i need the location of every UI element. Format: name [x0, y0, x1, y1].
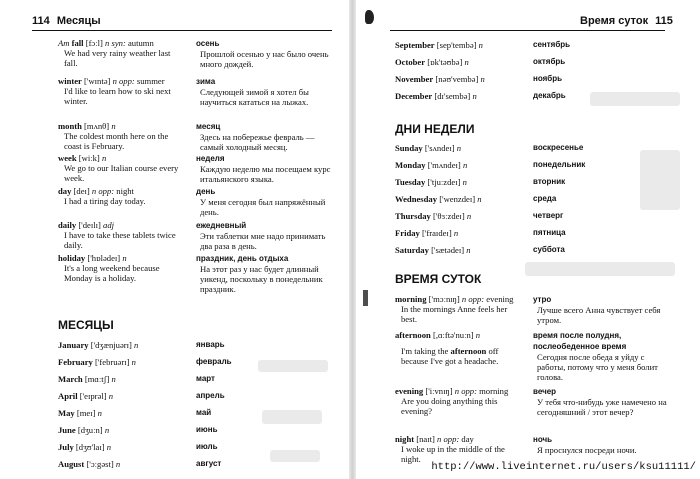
russian-example: Следующей зимой я хотел бы научиться кататься на лыжах. — [200, 87, 309, 107]
scan-smudge — [525, 262, 675, 276]
russian-headword: неделя — [196, 154, 225, 163]
transcription: ['hɒlədeɪ] — [87, 253, 121, 263]
running-head-left: Месяцы — [56, 15, 101, 27]
example-sentence: We had very rainy weather last fall. — [64, 48, 171, 68]
grammar-label: n — [111, 121, 116, 131]
grammar-label: n syn: — [105, 38, 126, 48]
headword: day — [58, 186, 72, 196]
scan-smudge — [258, 360, 328, 372]
example-sentence: I have to take these tablets twice daily. — [64, 230, 176, 250]
russian-headword: день — [196, 187, 216, 196]
russian-headword: зима — [196, 77, 216, 86]
russian-example: На этот раз у нас будет длинный уикенд, поскольку в понедельник праздник. — [200, 264, 323, 294]
scan-smudge — [262, 410, 322, 424]
russian-example: Прошлой осенью у нас было очень много дождей. — [200, 49, 329, 69]
transcription: [mʌnθ] — [84, 121, 110, 131]
russian-example: Каждую неделю мы посещаем курс итальянского языка. — [200, 164, 331, 184]
synonym: autumn — [125, 38, 154, 48]
transcription: ['deɪlɪ] — [78, 220, 101, 230]
watermark-url: http://www.liveinternet.ru/users/ksu11111/ — [431, 461, 696, 473]
right-page-header — [580, 14, 673, 28]
opposite: night — [114, 186, 134, 196]
grammar-label: n opp: — [91, 186, 115, 196]
example-sentence: Are you doing anything this evening? — [401, 396, 498, 416]
example-sentence: I had a tiring day today. — [64, 196, 146, 206]
transcription: ['wɪntə] — [84, 76, 111, 86]
scan-artifact — [365, 10, 374, 24]
russian-example: Эти таблетки мне надо принимать два раза в день. — [200, 231, 326, 251]
entry-night: night [naɪt] n opp: day I woke up in the middle of the night. — [395, 434, 523, 464]
ru-entry-morning: утро Лучше всего Анна чувствует себя утром. — [533, 295, 661, 325]
header-rule-left — [32, 30, 332, 31]
russian-headword: праздник, день отдыха — [196, 254, 289, 263]
transcription: [wiːk] — [78, 153, 100, 163]
left-russian-column — [196, 38, 336, 294]
grammar-label: n — [122, 253, 127, 263]
ru-entry-daily — [196, 220, 336, 251]
example-sentence: I'm taking the afternoon off because I've got a headache. — [401, 346, 499, 366]
transcription: [deɪ] — [73, 186, 90, 196]
page-number-left: 114 — [32, 15, 50, 27]
scan-artifact — [363, 290, 368, 306]
ru-entry-month — [196, 121, 336, 152]
entry-evening: evening ['iːvnɪŋ] n opp: morning Are you doing anything this evening? — [395, 386, 523, 416]
ru-entry-night: ночь Я проснулся посреди ночи. — [533, 435, 637, 455]
ru-entry-fall — [196, 38, 336, 69]
times-russian-column — [533, 294, 673, 466]
transcription: [fɔːl] — [85, 38, 103, 48]
grammar-label: n — [101, 153, 107, 163]
entry-month — [58, 121, 186, 151]
headword: daily — [58, 220, 77, 230]
example-sentence: I'd like to learn how to ski next winter. — [64, 86, 171, 106]
months-list: January ['dʒænjuərɪ] n январь February ['februərɪ] n февраль March [mɑːtʃ] n март April ['eɪprəl] n апрель May [meɪ] n май June [dʒuːn] n июнь July [dʒʊ'laɪ] n июль August ['ɔːgəst] n август — [58, 340, 232, 469]
headword: week — [58, 153, 77, 163]
example-sentence: In the mornings Anne feels her best. — [401, 304, 508, 324]
entry-morning: morning ['mɔːnɪŋ] n opp: evening In the mornings Anne feels her best. — [395, 294, 523, 324]
left-english-column — [58, 38, 186, 288]
section-title-times: ВРЕМЯ СУТОК — [395, 272, 482, 286]
entry-week — [58, 153, 186, 183]
headword: winter — [58, 76, 82, 86]
russian-example: Здесь на побережье февраль — самый холодный месяц. — [200, 132, 315, 152]
headword: fall — [71, 38, 84, 48]
opposite: summer — [134, 76, 165, 86]
entry-fall: Am fall [fɔːl] n syn: autumn We had very rainy weather last fall. — [58, 38, 186, 68]
grammar-label: adj — [103, 220, 114, 230]
example-sentence: It's a long weekend because Monday is a holiday. — [64, 263, 160, 283]
ru-entry-week — [196, 153, 336, 184]
running-head-right: Время суток — [580, 15, 649, 27]
entry-afternoon: afternoon [,ɑːftə'nuːn] n I'm taking the afternoon off because I've got a headache. — [395, 330, 523, 366]
entry-daily — [58, 220, 186, 250]
headword: month — [58, 121, 82, 131]
example-sentence: I woke up in the middle of the night. — [401, 444, 505, 464]
ru-entry-day — [196, 186, 336, 217]
section-title-months: МЕСЯЦЫ — [58, 318, 114, 332]
header-rule-right — [390, 30, 665, 31]
months-list-continued: September [sep'tembə] n сентябрь October [ɒk'təʊbə] n октябрь November [nəʊ'vembə] n ноябрь December [dɪ'sembə] n декабрь — [395, 40, 571, 101]
days-list: Sunday ['sʌndeɪ] n воскресенье Monday ['mʌndeɪ] n понедельник Tuesday ['tjuːzdeɪ] n вторник Wednesday ['wenzdeɪ] n среда Thursday ['θɜːzdeɪ] n четверг Friday ['fraɪdeɪ] n пятница Saturday ['sætədeɪ] n суббота — [395, 143, 586, 255]
russian-example: У меня сегодня был напряжённый день. — [200, 197, 326, 217]
entry-holiday — [58, 253, 186, 283]
example-sentence: We go to our Italian course every week. — [64, 163, 179, 183]
right-page — [355, 0, 700, 479]
entry-day — [58, 186, 186, 206]
russian-headword: осень — [196, 39, 220, 48]
russian-headword: месяц — [196, 122, 221, 131]
headword: holiday — [58, 253, 86, 263]
left-page-header — [32, 14, 101, 28]
page-number-right: 115 — [655, 15, 673, 27]
ru-entry-afternoon: время после полудня, послеобеденное время Сегодня после обеда я уйду с работы, потому что у меня болит голова. — [533, 331, 658, 382]
ru-entry-evening: вечер У тебя что-нибудь уже намечено на сегодняшний / этот вечер? — [533, 387, 667, 417]
scan-smudge — [640, 150, 680, 210]
times-english-column — [395, 294, 523, 466]
grammar-label: n opp: — [112, 76, 135, 86]
scan-smudge — [590, 92, 680, 106]
ru-entry-holiday — [196, 253, 336, 294]
entry-winter — [58, 76, 186, 106]
section-title-days: ДНИ НЕДЕЛИ — [395, 122, 475, 136]
ru-entry-winter — [196, 76, 336, 107]
example-sentence: The coldest month here on the coast is February. — [64, 131, 169, 151]
russian-headword: ежедневный — [196, 221, 247, 230]
scan-smudge — [270, 450, 320, 462]
